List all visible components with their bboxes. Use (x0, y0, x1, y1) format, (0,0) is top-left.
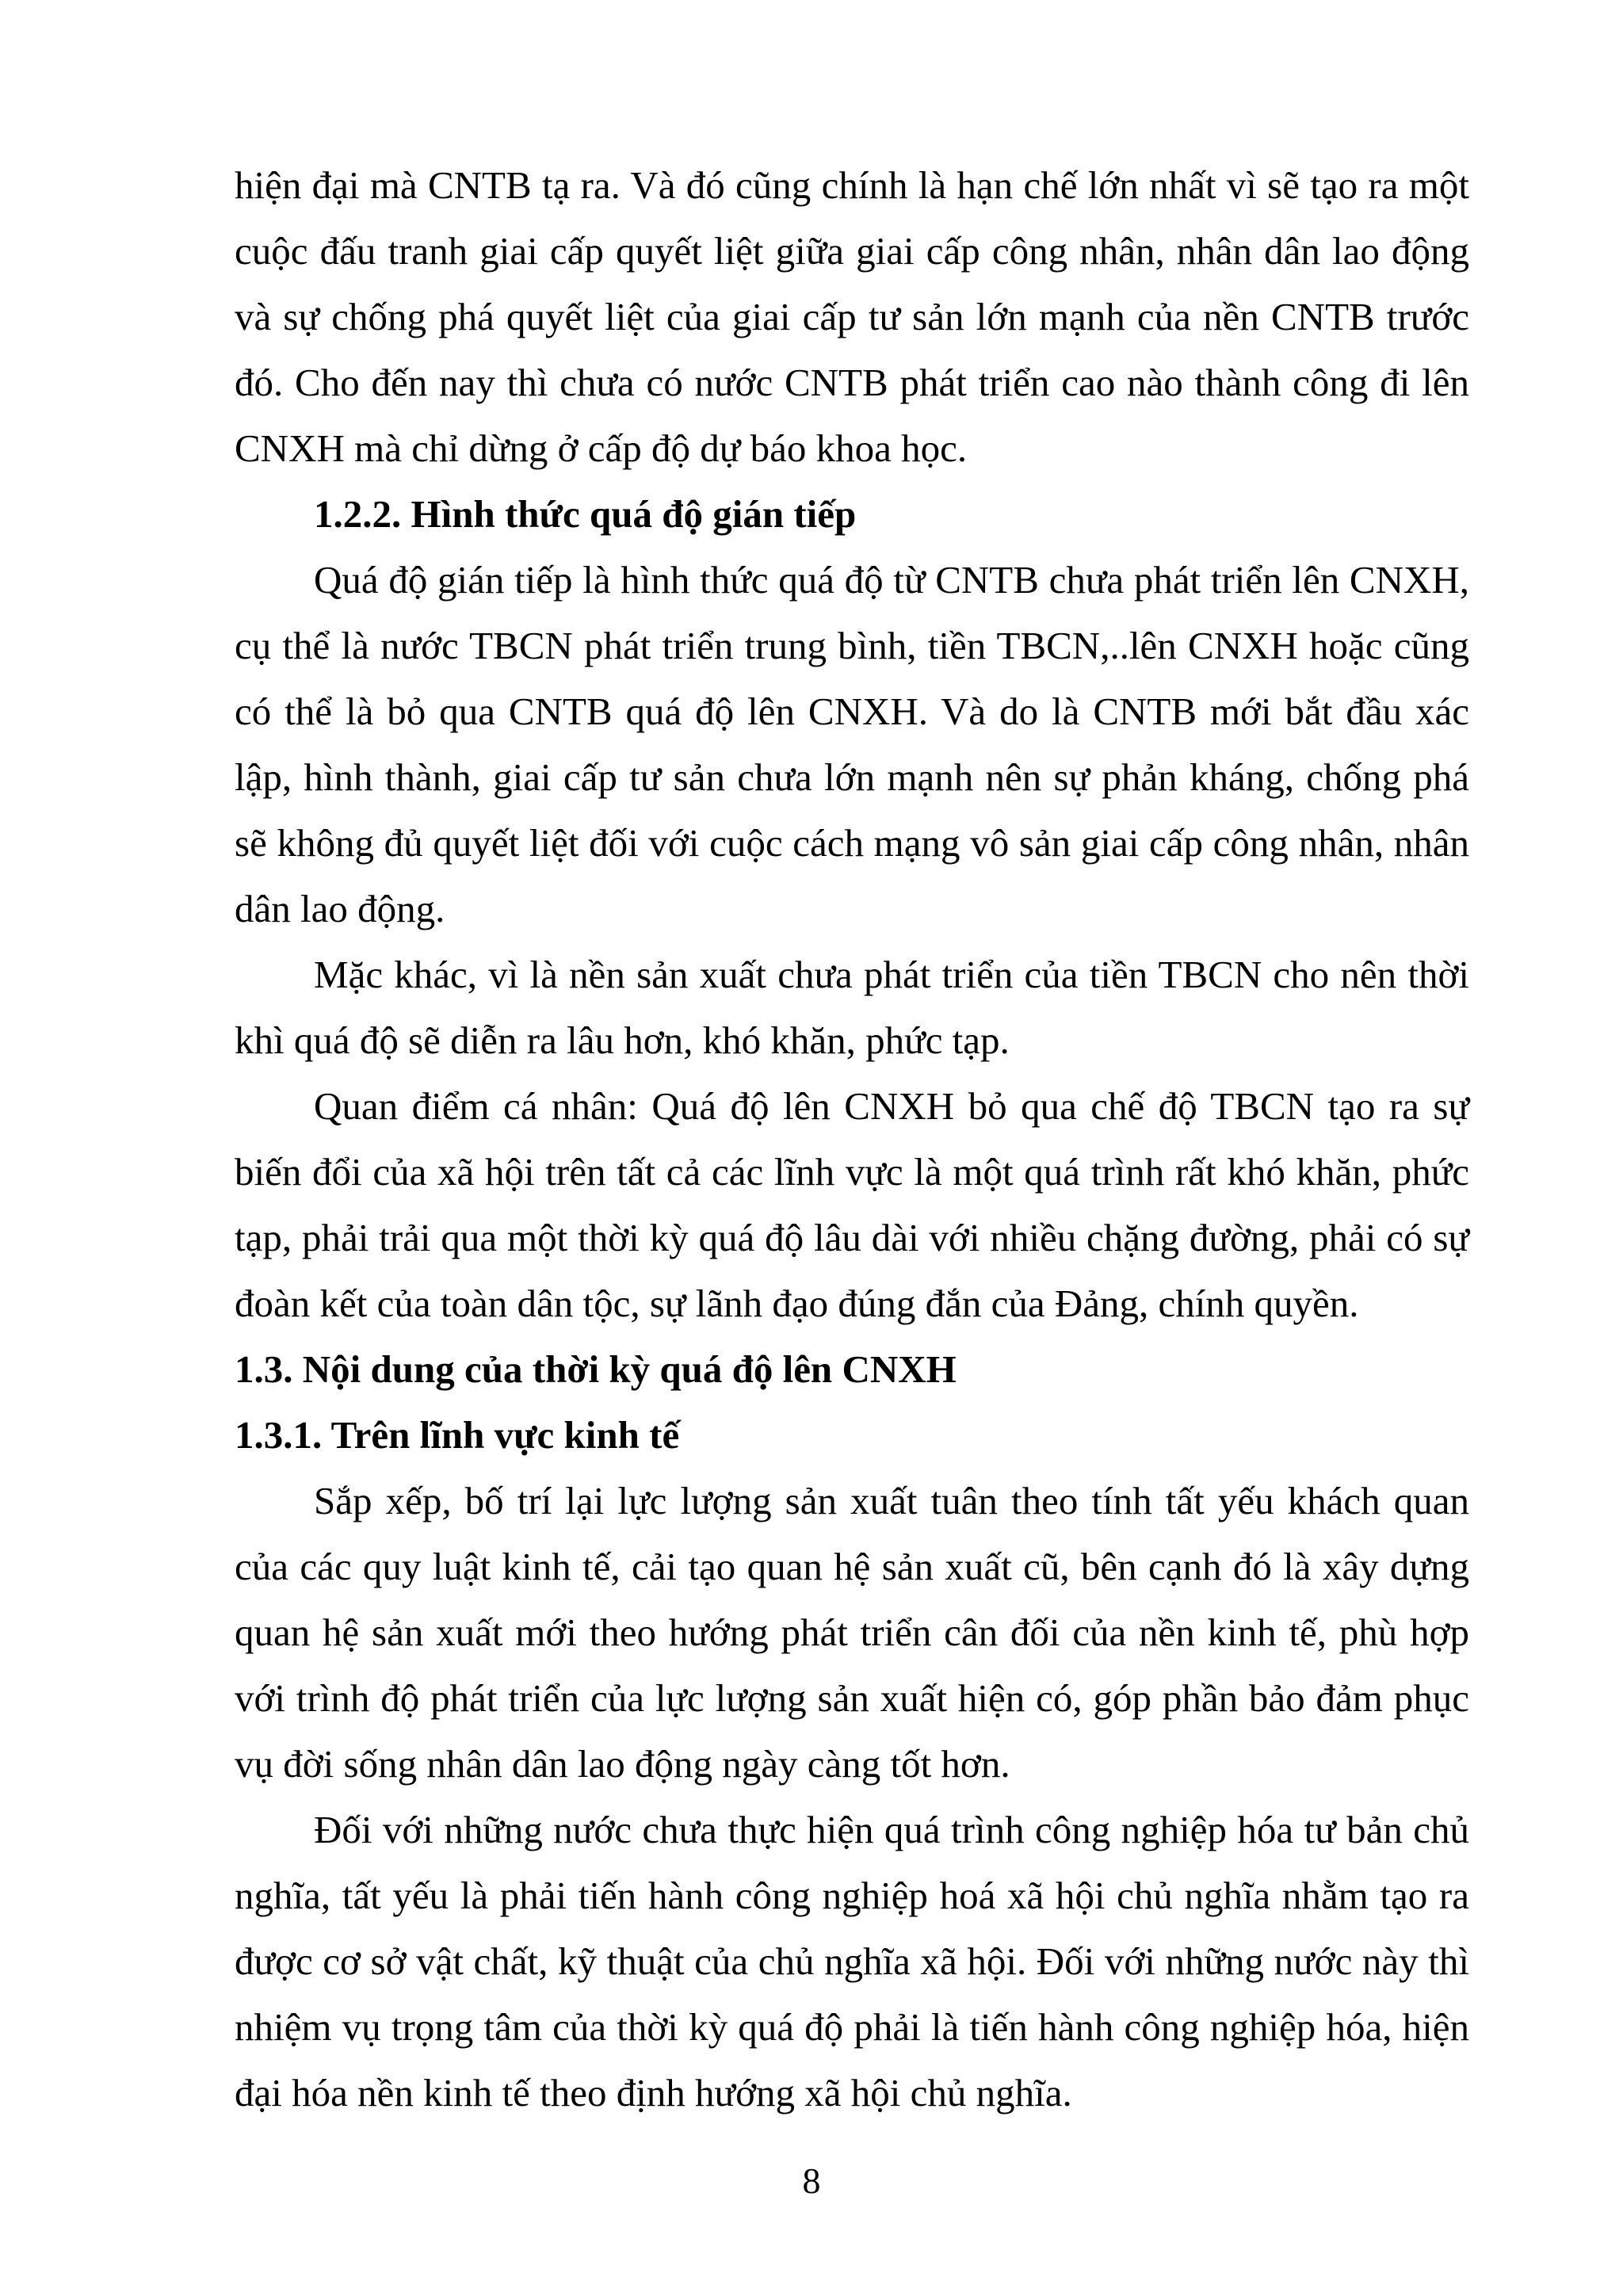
section-heading-1-2-2: 1.2.2. Hình thức quá độ gián tiếp (314, 492, 857, 536)
paragraph-economic-arrangement: Sắp xếp, bố trí lại lực lượng sản xuất tuân theo tính tất yếu khách quan của các quy luật kinh tế, cải tạo quan hệ sản xuất cũ, bên cạnh đó là xây dựng quan hệ sản xuất mới theo hướng phát triển cân đối của nền kinh tế, phù hợp với trình độ phát triển của lực lượng sản xuất hiện có, góp phần bảo đảm phục vụ đời sống nhân dân lao động ngày càng tốt hơn. (235, 1479, 1469, 1786)
section-heading-1-3-1: 1.3.1. Trên lĩnh vực kinh tế (235, 1413, 680, 1457)
page-body (235, 152, 1469, 2126)
paragraph-continuation: hiện đại mà CNTB tạ ra. Và đó cũng chính là hạn chế lớn nhất vì sẽ tạo ra một cuộc đấu tranh giai cấp quyết liệt giữa giai cấp công nhân, nhân dân lao động và sự chống phá quyết liệt của giai cấp tư sản lớn mạnh của nền CNTB trước đó. Cho đến nay thì chưa có nước CNTB phát triển cao nào thành công đi lên CNXH mà chỉ dừng ở cấp độ dự báo khoa học. (235, 163, 1469, 470)
page-number: 8 (802, 2160, 821, 2201)
paragraph-indirect-transition: Quá độ gián tiếp là hình thức quá độ từ CNTB chưa phát triển lên CNXH, cụ thể là nước TBCN phát triển trung bình, tiền TBCN,..lên CNXH hoặc cũng có thể là bỏ qua CNTB quá độ lên CNXH. Và do là CNTB mới bắt đầu xác lập, hình thành, giai cấp tư sản chưa lớn mạnh nên sự phản kháng, chống phá sẽ không đủ quyết liệt đối với cuộc cách mạng vô sản giai cấp công nhân, nhân dân lao động. (235, 558, 1469, 930)
paragraph-industrialization: Đối với những nước chưa thực hiện quá trình công nghiệp hóa tư bản chủ nghĩa, tất yếu là phải tiến hành công nghiệp hoá xã hội chủ nghĩa nhằm tạo ra được cơ sở vật chất, kỹ thuật của chủ nghĩa xã hội. Đối với những nước này thì nhiệm vụ trọng tâm của thời kỳ quá độ phải là tiến hành công nghiệp hóa, hiện đại hóa nền kinh tế theo định hướng xã hội chủ nghĩa. (235, 1808, 1469, 2115)
section-heading-1-3: 1.3. Nội dung của thời kỳ quá độ lên CNXH (235, 1347, 957, 1391)
paragraph-on-the-other-hand: Mặc khác, vì là nền sản xuất chưa phát triển của tiền TBCN cho nên thời khì quá độ sẽ diễn ra lâu hơn, khó khăn, phức tạp. (235, 953, 1469, 1062)
paragraph-personal-view: Quan điểm cá nhân: Quá độ lên CNXH bỏ qua chế độ TBCN tạo ra sự biến đổi của xã hội trên tất cả các lĩnh vực là một quá trình rất khó khăn, phức tạp, phải trải qua một thời kỳ quá độ lâu dài với nhiều chặng đường, phải có sự đoàn kết của toàn dân tộc, sự lãnh đạo đúng đắn của Đảng, chính quyền. (235, 1084, 1469, 1325)
